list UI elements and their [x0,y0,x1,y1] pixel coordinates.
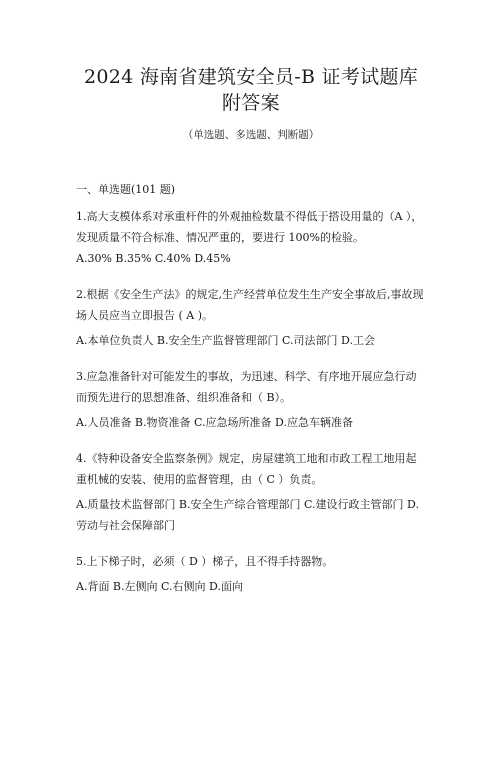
question-options: A.30% B.35% C.40% D.45% [76,252,231,265]
question-stem: 1.高大支模体系对承重杆件的外观抽检数量不得低于搭设用量的（A ），发现质量不符合标准、情况严重的，要进行 100%的检验。 [76,210,423,244]
question-options: A.本单位负责人 B.安全生产监督管理部门 C.司法部门 D.工会 [76,334,375,347]
section-heading: 一、单选题(101 题) [76,183,176,196]
question-options: A.背面 B.左侧向 C.右侧向 D.面向 [76,580,243,593]
question-stem: 3.应急准备针对可能发生的事故，为迅速、科学、有序地开展应急行动而预先进行的思想准备、组织准备和（ B）。 [76,370,417,404]
document-title: 2024 海南省建筑安全员-B 证考试题库附答案 [83,66,419,114]
question-3 [76,366,426,433]
question-stem: 2.根据《安全生产法》的规定,生产经营单位发生生产安全事故后,事故现场人员应当立即报告 ( A )。 [76,288,424,322]
question-stem: 5.上下梯子时，必须（ D ）梯子，且不得手持器物。 [76,555,334,568]
question-5 [76,551,426,597]
question-1 [76,206,426,269]
question-2 [76,284,426,351]
document-page [0,64,500,771]
question-options: A.质量技术监督部门 B.安全生产综合管理部门 C.建设行政主管部门 D.劳动与社会保障部门 [76,498,419,532]
question-4 [76,448,426,536]
document-subtitle: （单选题、多选题、判断题） [182,129,320,141]
question-stem: 4.《特种设备安全监察条例》规定，房屋建筑工地和市政工程工地用起重机械的安装、使用的监督管理，由（ C ）负责。 [76,452,417,486]
question-options: A.人员准备 B.物资准备 C.应急场所准备 D.应急车辆准备 [76,416,353,429]
